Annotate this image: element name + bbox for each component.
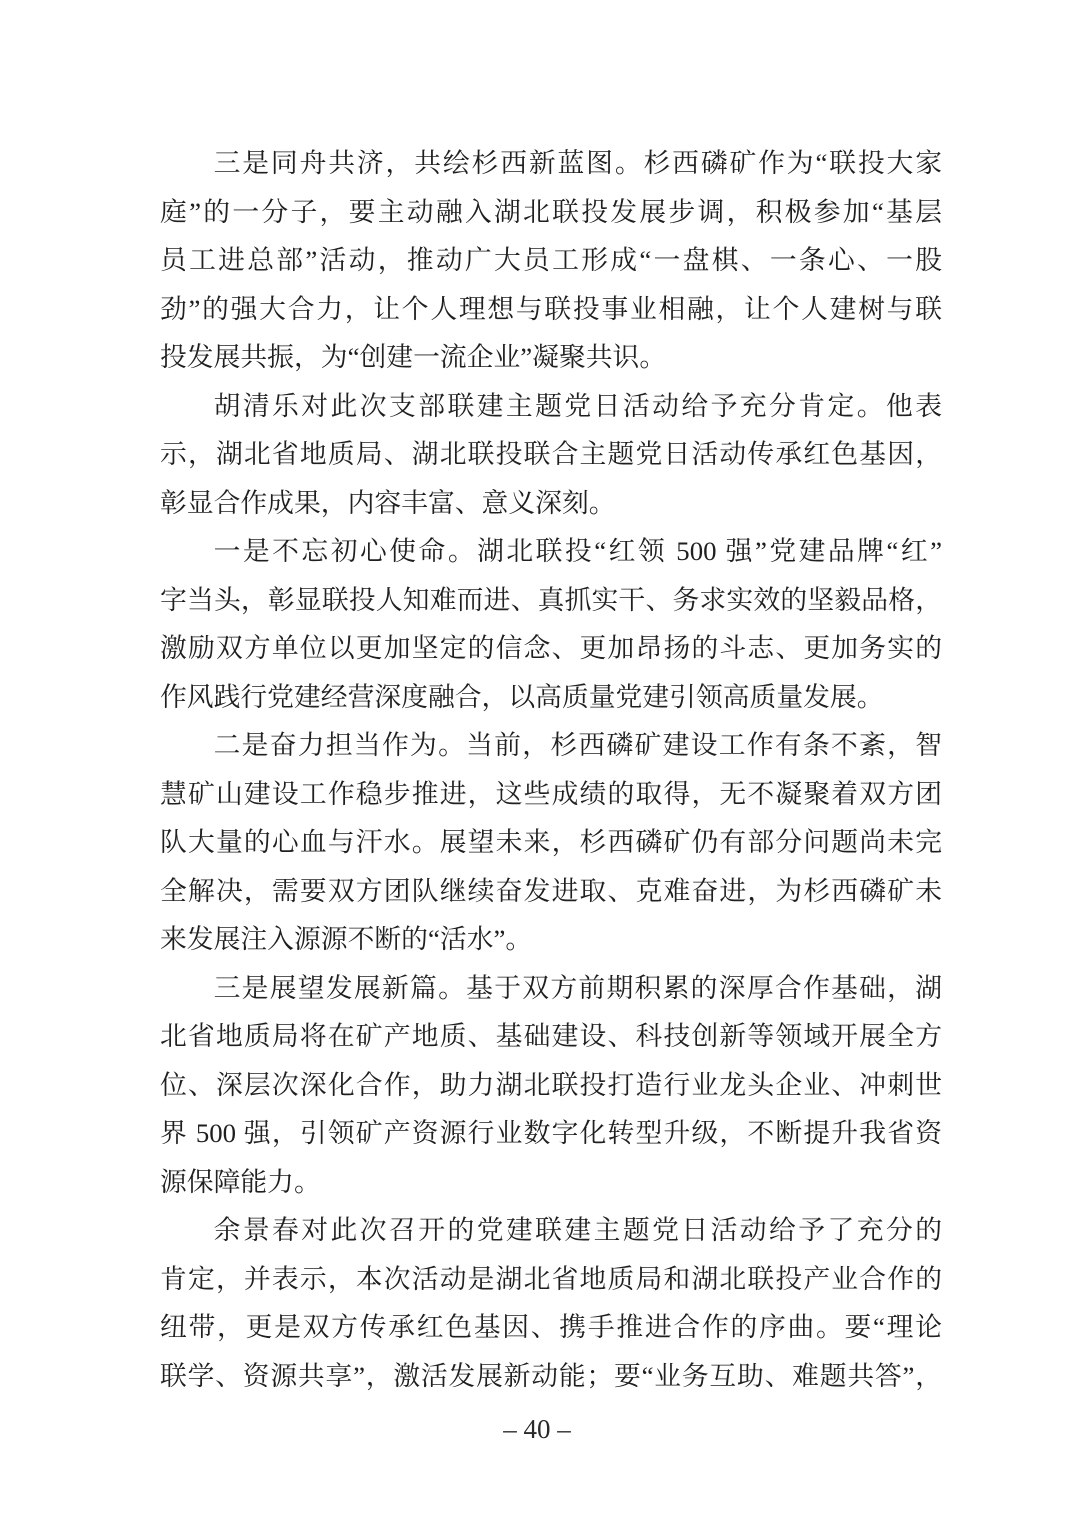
text-line: 作风践行党建经营深度融合，以高质量党建引领高质量发展。 xyxy=(160,681,884,712)
text-line: 三是同舟共济，共绘杉西新蓝图。杉西磷矿作为“联投大家 xyxy=(213,148,942,178)
text-line: 来发展注入源源不断的“活水”。 xyxy=(160,924,533,954)
text-line: 员工进总部”活动，推动广大员工形成“一盘棋、一条心、一股 xyxy=(160,245,942,275)
text-line: 投发展共振，为“创建一流企业”凝聚共识。 xyxy=(160,342,667,372)
page-footer xyxy=(0,1412,1074,1446)
text-line: 余景春对此次召开的党建联建主题党日活动给予了充分的 xyxy=(213,1215,942,1245)
text-line: 联学、资源共享”，激活发展新动能；要“业务互助、难题共答”， xyxy=(160,1360,942,1391)
text-line: 肯定，并表示，本次活动是湖北省地质局和湖北联投产业合作的 xyxy=(160,1263,942,1294)
text-line: 北省地质局将在矿产地质、基础建设、科技创新等领域开展全方 xyxy=(160,1021,942,1051)
text-line: 位、深层次深化合作，助力湖北联投打造行业龙头企业、冲刺世 xyxy=(160,1069,942,1100)
text-line: 胡清乐对此次支部联建主题党日活动给予充分肯定。他表 xyxy=(213,390,942,421)
text-line: 慧矿山建设工作稳步推进，这些成绩的取得，无不凝聚着双方团 xyxy=(160,778,942,809)
text-line: 一是不忘初心使命。湖北联投“红领 500 强”党建品牌“红” xyxy=(213,536,942,566)
text-line: 激励双方单位以更加坚定的信念、更加昂扬的斗志、更加务实的 xyxy=(160,633,942,663)
text-line: 三是展望发展新篇。基于双方前期积累的深厚合作基础，湖 xyxy=(213,972,942,1003)
text-line: 二是奋力担当作为。当前，杉西磷矿建设工作有条不紊，智 xyxy=(213,730,942,760)
text-line: 全解决，需要双方团队继续奋发进取、克难奋进，为杉西磷矿未 xyxy=(160,875,942,906)
text-line: 示，湖北省地质局、湖北联投联合主题党日活动传承红色基因， xyxy=(160,439,942,469)
document-body xyxy=(160,139,942,1400)
page-number: – 40 – xyxy=(503,1414,571,1444)
text-line: 劲”的强大合力，让个人理想与联投事业相融，让个人建树与联 xyxy=(160,293,942,324)
text-line: 庭”的一分子，要主动融入湖北联投发展步调，积极参加“基层 xyxy=(160,196,942,227)
text-line: 源保障能力。 xyxy=(160,1166,321,1197)
text-line: 界 500 强，引领矿产资源行业数字化转型升级，不断提升我省资 xyxy=(160,1118,942,1148)
text-line: 字当头，彰显联投人知难而进、真抓实干、务求实效的坚毅品格， xyxy=(160,584,942,615)
text-line: 队大量的心血与汗水。展望未来，杉西磷矿仍有部分问题尚未完 xyxy=(160,827,942,857)
text-line: 纽带，更是双方传承红色基因、携手推进合作的序曲。要“理论 xyxy=(160,1312,942,1342)
text-line: 彰显合作成果，内容丰富、意义深刻。 xyxy=(160,487,616,518)
